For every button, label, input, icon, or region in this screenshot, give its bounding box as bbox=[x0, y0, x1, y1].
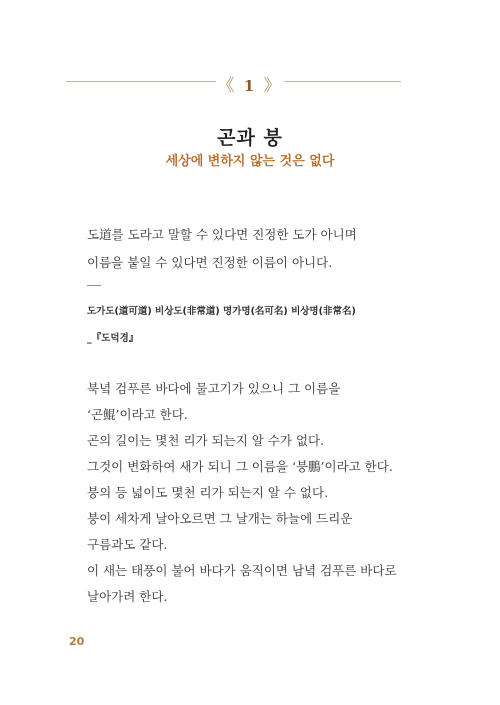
quote-line: 이름을 붙일 수 있다면 진정한 이름이 아니다. bbox=[87, 255, 333, 270]
body-line: 붕이 세차게 날아오르면 그 날개는 하늘에 드리운 bbox=[87, 511, 353, 526]
chapter-bracket-close: 》 bbox=[263, 76, 283, 96]
quote-original-text: 도가도(道可道) 비상도(非常道) 명가명(名可名) 비상명(非常名) bbox=[87, 306, 356, 317]
chapter-title: 곤과 붕 bbox=[217, 127, 283, 149]
page-number: 20 bbox=[69, 635, 85, 648]
body-line: ‘곤鯤’이라고 한다. bbox=[87, 407, 188, 422]
quote-line: 도道를 도라고 말할 수 있다면 진정한 도가 아니며 bbox=[87, 227, 357, 242]
chapter-rule-left bbox=[66, 81, 216, 82]
body-line: 곤의 길이는 몇천 리가 되는지 알 수가 없다. bbox=[87, 433, 325, 448]
body-line: 날아가려 한다. bbox=[87, 589, 168, 604]
body-line: 이 새는 태풍이 불어 바다가 움직이면 남녘 검푸른 바다로 bbox=[87, 563, 397, 578]
accent-dash bbox=[87, 285, 101, 286]
chapter-bracket-open: 《 bbox=[217, 76, 237, 96]
chapter-rule-right bbox=[284, 81, 401, 82]
quote-source: _『도덕경』 bbox=[87, 333, 139, 344]
body-line: 그것이 변화하여 새가 되니 그 이름을 ‘붕鵬’이라고 한다. bbox=[87, 459, 393, 474]
body-line: 붕의 등 넓이도 몇천 리가 되는지 알 수 없다. bbox=[87, 485, 329, 500]
chapter-marker bbox=[200, 71, 300, 96]
chapter-subtitle: 세상에 변하지 않는 것은 없다 bbox=[165, 154, 335, 169]
chapter-number: 1 bbox=[243, 77, 257, 95]
body-line: 구름과도 같다. bbox=[87, 537, 168, 552]
body-line: 북녘 검푸른 바다에 물고기가 있으니 그 이름을 bbox=[87, 381, 341, 396]
